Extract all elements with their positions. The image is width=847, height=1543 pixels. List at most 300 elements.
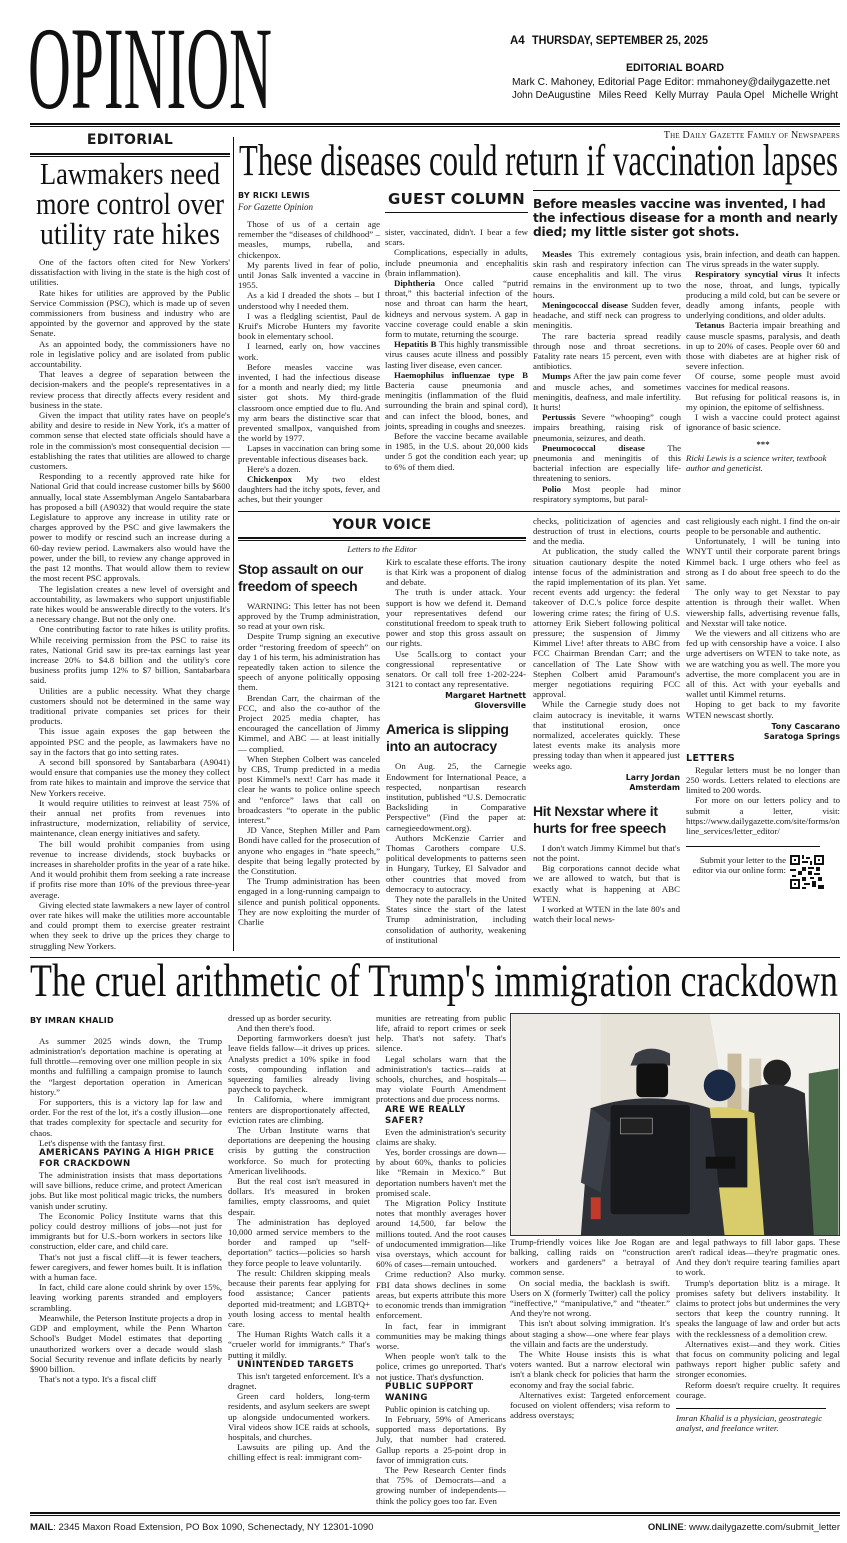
letter-signature [686,722,840,742]
paragraph-text: This issue again exposes the gap between the appointed PSC and the people, as lawmakers have no say in the factors that go into setting rates. [30,726,230,757]
paragraph [376,1269,506,1320]
paragraph [228,1013,370,1023]
paragraph-text: The administration has deployed 10,000 armed service members to the border and ramped up “self-deportation” tactics—policies so harsh they force people to leave voluntarily. [228,1216,370,1268]
subhead: PUBLIC SUPPORT WANING [385,1381,474,1403]
paragraph [238,362,380,444]
paragraph-text: Use 5calls.org to contact your congressional representative or senators. Or call toll free 1-202-224-3121 to contact any representative. [386,648,526,690]
paragraph [385,247,528,278]
footer-divider [30,1512,840,1516]
paragraph-text: Big corporations cannot decide what we are allowed to watch, but that is exactly what is happening at ABC WTEN. [533,863,680,904]
paragraph [30,288,230,339]
letter-title: Hit Nexstar where it hurts for free speech [533,802,666,836]
paragraph-text: It infects the nose, throat, and lungs, typically producing a mild cold, but can be severe or deadly among infants, people with underlying conditions, and older adults. [686,269,840,321]
paragraph [376,1404,506,1414]
paragraph [228,1176,370,1217]
paragraph-text: Bacteria impair breathing and cause muscle spasms, paralysis, and death in up to 20% of cases. People over 60 and those with diabetes are at higher risk of severe infection. [686,320,840,372]
paragraph-text: When people won't talk to the police, crimes go unreported. That's not justice. That's dysfunction. [376,1351,506,1382]
letter-signature [386,691,526,711]
immigration-column-2 [228,1013,370,1463]
qr-code-icon [790,855,824,889]
paragraph [376,1465,506,1506]
pull-quote-rule [533,190,840,191]
subhead: UNINTENDED TARGETS [237,1359,355,1370]
immigration-column-5 [676,1237,840,1400]
guest-column-2 [385,227,528,472]
guest-column-2-wrap [385,190,528,472]
paragraph [676,1339,840,1380]
paragraph [686,699,840,719]
signature-town: Gloversville [474,701,526,711]
editorial-body [30,257,230,951]
paragraph-text: The Migration Policy Institute notes that monthly averages hover around 14,500, far below the millions touted. And the root causes of undocumented immigration—like visa overstays, which account for 60% of cases—remain untouched. [376,1198,506,1270]
letters-column-4 [686,516,840,836]
guest-column-3 [533,249,681,504]
guest-column-label: GUEST COLUMN [387,190,526,208]
paragraph-text: Bacteria cause pneumonia and meningitis (inflammation of the fluid surrounding the brain and spinal cord), and can infect the blood, bones, and joints, spreading in coughs and sneezes. [385,380,528,431]
paragraph [228,1268,370,1329]
author-bio: Ricki Lewis is a science writer, textbook author and geneticist. [686,452,827,474]
paragraph-lead: Measles [542,249,572,259]
paragraph-text: Before measles vaccine was invented, I had the infectious disease for a month and nearly died; my little sister got shots. My third-grade classroom once emptied due to flu. And my arm bears the distinctive scar that prevented smallpox, vanquished from the world by 1977. [238,361,380,444]
paragraph [386,761,526,832]
paragraph [385,431,528,472]
paragraph-text: That's not just a fiscal cliff—it is fewer teachers, fewer caregivers, and fewer homes built. It is inflation with a human face. [30,1251,222,1283]
paragraph-text: I worked at WTEN in the late 80's and watch their local news- [533,903,680,925]
paragraph [533,331,681,372]
paragraph [30,1282,222,1313]
paragraph-text: They note the parallels in the United States since the start of the latest Trump administration, including consolidation of authority, weakening of institutional [386,893,526,945]
paragraph [30,1211,222,1252]
paragraph [238,601,380,632]
paragraph-text: Trump's deportation blitz is a mirage. It promises safety but delivers instability. It claims to protect jobs but undermines the very sectors that keep the country running. It speaks the language of law and order but acts with the recklessness of a demolition crew. [676,1277,840,1339]
paragraph-text: That leaves a degree of separation between the decision-makers and the people's representatives in a review process that directly affects every resident and business in the state. [30,369,230,410]
signature-town: Saratoga Springs [763,731,840,741]
paragraph [30,1170,222,1211]
letters-column-2 [386,557,526,945]
paragraph-text: My parents lived in fear of polio, until Jonas Salk invented a vaccine in 1955. [238,259,380,291]
paragraph [30,900,230,951]
paragraph [676,1380,840,1400]
signature-name: Margaret Hartnett [445,691,526,701]
guest-byline-sub: For Gazette Opinion [238,202,313,212]
paragraph-text: The only way to get Nexstar to pay attention is through their wallet. When viewership falls, advertising revenue falls, and Nexstar will take notice. [686,587,840,628]
footer-mail [30,1522,373,1533]
paragraph [676,1237,840,1278]
paragraph [30,410,230,471]
paragraph [238,754,380,825]
paragraph-text: The Economic Policy Institute warns that this policy could destroy millions of jobs—not just for immigrants but for U.S.-born workers in sectors like construction, elder care, and child care. [30,1210,222,1252]
paragraph-text: Here's a dozen. [247,463,301,474]
immigration-article [30,1013,840,1506]
paragraph [30,471,230,583]
page-header [28,0,840,134]
paragraph [228,1329,370,1360]
paragraph-text: Even the administration's security claims are shaky. [376,1126,506,1147]
letter-signature [533,773,680,793]
guest-label-rule [385,212,528,213]
paragraph [30,339,230,370]
letters-columns-1-2 [238,557,526,945]
paragraph-text: The rare bacteria spread readily through nose and throat secretions. Fatality rate nears 15 percent, even with antibiotics. [533,330,681,372]
paragraph [30,1313,222,1374]
paragraph-text: The truth is under attack. Your support is how we defend it. Demand your representatives defend our constitutional freedom to speak truth to power and stop this gross assault on our rights. [386,587,526,649]
paragraph-text: It would require utilities to reinvest at least 75% of their annual net profits from revenues into infrastructure, modernization, reliability of service, maintenance, clean energy initiatives and safety. [30,797,230,839]
signature-name: Larry Jordan [625,772,680,782]
section-subhead: LETTERS [686,752,736,764]
immigration-columns-4-5 [510,1237,840,1434]
paragraph [228,1217,370,1268]
paragraph-text: WARNING: This letter has not been approved by the Trump administration, so read at your own risk. [238,600,380,632]
paragraph [30,1374,222,1384]
paragraph-text: Unfortunately, I will be tuning into WNYT until their corporate parent brings Kimmel back. I urge others who feel as strong as I do about free speech to do the same. [686,536,840,587]
paragraph-text: The Trump administration has been engaged in a long-running campaign to silence and punish political opponents. They are now exploiting the murder of Charlie [238,876,380,927]
paragraph [686,795,840,836]
paragraph [533,863,680,904]
paragraph [533,249,681,300]
paragraph-lead: Polio [542,483,562,494]
paragraph-lead: Hepatitis B [394,339,437,350]
paragraph [533,300,681,331]
issue-date: THURSDAY, SEPTEMBER 25, 2025 [532,35,709,47]
paragraph-text: Once called “putrid throat,” this bacterial infection of the nose and throat can harm the heart, kidneys and nervous system. A gap in vaccine coverage could enable a skin form to mutate, returning the scourge. [385,278,528,340]
submit-letter-text: Submit your letter to the editor via our online form: [692,855,786,876]
guest-byline: BY RICKI LEWIS [238,191,311,200]
paragraph-text: Trump-friendly voices like Joe Rogan are balking, calling raids on “construction workers and gardeners” a betrayal of common sense. [510,1236,670,1278]
paragraph-text: JD Vance, Stephen Miller and Pam Bondi have called for the prosecution of anyone who engages in “hate speech,” despite that being legally protected by the Constitution. [238,825,380,876]
paragraph-text: Given the impact that utility rates have on people's ability and desire to reside in New York, it's a matter of common sense that elected state officials should have a role in the commission's most consequential decision — establishing the rates that utilities are allowed to charge customers. [30,410,230,472]
paragraph [238,311,380,342]
paragraph-text: The result: Children skipping meals because their parents fear applying for food assistance; Cancer patients deported mid-treatment; and LGBTQ+ youth losing access to mental health care. [228,1267,370,1329]
paragraph-lead: Pneumococcal disease [542,442,645,453]
immigration-column-3 [376,1013,506,1506]
qr-code[interactable] [790,855,824,889]
paragraph [533,546,680,699]
paragraph-text: Lapses in vaccination can bring some preventable infectious diseases back. [238,443,380,464]
paragraph [686,516,840,536]
paragraph-text: I don't watch Jimmy Kimmel but that's not the point. [533,842,680,863]
right-section [238,127,840,945]
paragraph-lead: Chickenpox [247,474,292,485]
section-title-graphic [26,3,276,134]
paragraph [533,904,680,924]
editorial-headline-line: utility rate hikes [40,216,220,251]
paragraph-text: Severe “whooping” cough impairs breathing, raising risk of pneumonia, seizures, and death. [533,412,681,443]
paragraph [30,369,230,410]
mail-address: : 2345 Maxon Road Extension, PO Box 1090, Schenectady, NY 12301-1090 [53,1521,374,1533]
paragraph-text: For more on our letters policy and to submit a letter, visit: https://www.dailygazette.com/site/forms/online_services/letter_editor/ [686,795,840,836]
signature-name: Tony Cascarano [771,721,840,731]
top-section [30,127,840,951]
paragraph-text: Regular letters must be no longer than 250 words. Letters related to elections are limited to 200 words. [686,764,840,796]
paragraph-text: The administration insists that mass deportations will save billions, reduce crime, and protect American jobs. But like most political magic tricks, the numbers vanish under scrutiny. [30,1170,222,1211]
subhead: ARE WE REALLY SAFER? [385,1104,466,1126]
paragraph-text: Sudden fever, headache, and stiff neck can progress to meningitis. [533,300,681,331]
paragraph-text: This extremely contagious skin rash and respiratory infection can cause encephalitis and kill. The virus remains in the environment up to two hours. [533,249,681,300]
paragraph-text: In California, where immigrant renters are disproportionately affected, eviction rates are climbing. [228,1094,370,1125]
paragraph-text: Crime reduction? Also murky. FBI data shows declines in some areas, but experts attribute this more to economic trends than immigration enforcement. [376,1269,506,1321]
paragraph-lead: Tetanus [695,320,725,331]
immigration-column-5-wrap [676,1237,840,1434]
paragraph [533,843,680,863]
paragraph-text: This isn't targeted enforcement. It's a dragnet. [228,1370,370,1391]
paragraph-text: Legal scholars warn that the administration's tactics—raids at schools, churches, and hospitals—may violate Fourth Amendment protections and due process norms. [376,1053,506,1105]
paragraph-lead: Diphtheria [394,278,436,289]
paragraph [510,1349,670,1390]
paragraph-lead: Respiratory syncytial virus [695,269,802,280]
paragraph [385,339,528,370]
subhead: AMERICANS PAYING A HIGH PRICE FOR CRACKDOWN [39,1148,215,1170]
guest-columns-3-4 [533,249,840,504]
paragraph [376,1054,506,1105]
paragraph [686,392,840,412]
paragraph [30,1097,222,1138]
signature-town: Amsterdam [629,782,680,792]
paragraph-text: In fact, child care alone could shrink by over 15%, leaving working parents stranded and employers scrambling. [30,1282,222,1313]
paragraph-text: Responding to a recently approved rate hike for National Grid that could increase customer bills by $600 annually, local state Assemblyman Angelo Santabarbara has proposed a bill (A9032) that would require the state Legislature to approve any increase in utility rate or charges approved by the PSC and give lawmakers the power to modify or rescind such an increase during a 60-day review period. Lawmakers also would have the power, under the bill, to review any change approved in the past 12 months. That would allow them to review the most recent PSC approvals. [30,471,230,584]
paragraph [386,894,526,945]
paragraph [533,484,681,504]
letters-section [238,516,840,945]
paragraph-text: dressed up as border security. [228,1012,332,1023]
paragraph [30,798,230,839]
paragraph-text: I wish a vaccine could protect against ignorance of basic science. [686,412,840,433]
paragraph [386,833,526,894]
paragraph [30,839,230,900]
paragraph-text: But the real cost isn't measured in dollars. It's measured in broken families, empty classrooms, and quiet despair. [228,1176,370,1217]
paragraph [533,371,681,412]
paragraph-text: Before the vaccine became available in 1985, in the U.S. about 20,000 kids under 5 got the condition each year; up to 6% of them died. [385,431,528,472]
paragraph [385,278,528,339]
immigration-headline: The cruel arithmetic of Trump's immigration crackdown [30,954,838,1007]
paragraph-lead: Mumps [542,371,571,382]
paragraph-text: Kirk to escalate these efforts. The irony is that Kirk was a proponent of dialog and debate. [386,556,526,588]
guest-column-3-4-wrap [533,190,840,504]
letter-title: America is slipping into an autocracy [386,721,509,755]
paragraph [686,628,840,699]
immigration-headline-graphic [30,954,840,1007]
paragraph [533,443,681,484]
paragraph-text: The Urban Institute warns that deportations are deepening the housing crisis by gutting the construction workforce. So much for protecting American livelihoods. [228,1125,370,1176]
paragraph [228,1391,370,1442]
online-url[interactable]: : www.dailygazette.com/submit_letter [683,1521,840,1533]
paragraph [510,1390,670,1421]
paragraph [686,587,840,628]
paragraph [238,443,380,463]
paragraph-text: Rate hikes for utilities are approved by the Public Service Commission (PSC), which is made up of seven commissioners from business and industry who are appointed by the governor and approved by the state Senate. [30,287,230,339]
paragraph-text: On Aug. 25, the Carnegie Endowment for International Peace, a respected, nonpartisan research institution, published “U.S. Democratic Backsliding in Comparative Perspective” (Find the paper at: carnegieedowment.org). [386,761,526,833]
paragraph [376,1198,506,1269]
paragraph [30,1252,222,1283]
paragraph [376,1414,506,1465]
paragraph [533,699,680,770]
news-photo [510,1013,840,1236]
paragraph-text: Green card holders, long-term residents, and asylum seekers are swept up alongside undocumented workers. Viral videos show ICE raids at schools, hospitals, and churches. [228,1391,370,1442]
editorial-board-members: John DeAugustine Miles Reed Kelly Murray Paula Opel Michelle Wright [512,89,839,101]
immigration-author-bio: Imran Khalid is a physician, geostrategic analyst, and freelance writer. [676,1413,823,1434]
paragraph [228,1442,370,1462]
paragraph-text: This highly transmissible virus causes acute illness and possibly lasting liver disease, even cancer. [385,339,529,370]
paragraph-text: and legal pathways to fill labor gaps. These aren't radical ideas—they're pragmatic ones. And they don't require tearing families apart to work. [676,1236,840,1278]
immigration-column-4 [510,1237,670,1421]
paragraph [228,1371,370,1391]
paragraph-text: Yes, border crossings are down—by about 60%, thanks to policies like “Remain in Mexico.” But deportation numbers haven't met the promised scale. [376,1147,506,1198]
paragraph-text: While the Carnegie study does not claim autocracy is inevitable, it warns that institutional erosion, once normalized, accelerates quickly. These latest events make its analysis more pressing today than when it appeared just weeks ago. [533,699,680,771]
paragraph [30,257,230,288]
paragraph [686,536,840,587]
paragraph [30,686,230,727]
paragraph [30,624,230,685]
section-divider [238,511,840,512]
paragraph-text: As a kid I dreaded the shots – but I understood why I needed them. [238,290,380,311]
paragraph [686,320,840,371]
footer-online [648,1522,840,1533]
paragraph-text: Giving elected state lawmakers a new layer of control over rate hikes will make the utilities more accountable and could prompt them to exercise greater restraint when they seek to drive up the prices they charge to struggling New Yorkers. [30,899,230,951]
paragraph-text: Despite Trump signing an executive order “restoring freedom of speech” on day 1 of his term, his administration has repeatedly taken action to silence the speech of anyone politically opposing them. [238,631,380,693]
paragraph-text: In fact, fear in immigrant communities may be making things worse. [376,1320,506,1351]
pull-quote: Before measles vaccine was invented, I had the infectious disease for a month and nearly died; my little sister got shots. [533,197,838,239]
paragraph [238,825,380,876]
paragraph-text: We the viewers and all citizens who are fed up with censorship have a voice. I also urge advertisers on WTEN to take note, as we are watching you as well. The more you advertise, the more complacent you are in all of this. Act with your eyeballs and wallet until Kimmel returns. [686,627,840,700]
paragraph [30,1036,222,1097]
editorial-board-title: EDITORIAL BOARD [626,62,725,74]
editorial [30,127,230,951]
submit-rule [686,846,820,847]
paragraph-text: checks, politicization of agencies and destruction of trust in elections, courts and the media. [533,515,680,547]
paragraph-text: One of the factors often cited for New Yorkers' dissatisfaction with living in the state is the high cost of utilities. [30,257,230,288]
paragraph [386,649,526,690]
immigration-byline: BY IMRAN KHALID [30,1015,114,1025]
paragraph [238,341,380,361]
bio-rule [676,1408,826,1409]
paragraph-text: Authors McKenzie Carrier and Thomas Carothers compare U.S. political developments to patterns seen in Hungary, Turkey, El Salvador and other countries that moved from democracy to autocracy. [386,832,526,894]
paragraph-text: The pneumonia and meningitis of this bacterial infection are especially life-threatening to seniors. [533,442,681,484]
paragraph-text: sister, vaccinated, didn't. I bear a few scars. [385,227,528,248]
paragraph [238,631,380,692]
paragraph-text: The Human Rights Watch calls it a “crueler world for immigrants.” That's putting it mildly. [228,1329,370,1360]
paragraph-text: That's not a typo. It's a fiscal cliff [39,1374,157,1385]
separator: *** [756,438,770,449]
paragraph [686,371,840,391]
guest-column-1-wrap [238,190,380,505]
paragraph-text: I learned, early on, how vaccines work. [238,341,380,362]
paragraph-text: Reform doesn't require cruelty. It requires courage. [676,1379,840,1400]
paragraph [376,1127,506,1147]
editorial-label: EDITORIAL [86,132,174,148]
paragraph-text: Lawsuits are piling up. And the chilling effect is real: immigrant com- [228,1442,370,1463]
paragraph [30,726,230,757]
immigration-column-1-wrap [30,1013,222,1385]
paragraph [686,765,840,796]
paragraph-text: As summer 2025 winds down, the Trump administration's deportation machine is operating at full throttle—removing over one million people in six months and fulfilling a campaign promise to launch the “largest deportation operation in American history.” [30,1035,222,1097]
paragraph-text: ysis, brain infection, and death can happen. The virus spreads in the water supply. [686,249,840,270]
paragraph-text: But refusing for political reasons is, in my opinion, the epitome of selfishness. [686,391,840,413]
paragraph-text: cast religiously each night. I find the on-air people to be personable and authentic. [686,515,840,536]
paragraph [228,1094,370,1125]
paragraph-text: Utilities are a public necessity. What they charge customers should not be determined in the same way traditional private companies set prices for their products. [30,685,230,727]
editorial-board-editor: Mark C. Mahoney, Editorial Page Editor: mmahoney@dailygazette.net [512,76,831,88]
paragraph-text: The bill would prohibit companies from using revenue to increase dividends, stock buybacks or increases in shareholder profits in the year of a rate hike. And it would prohibit them from seeking a rate increase if profits rise more than 10% of the previous three-year average. [30,838,230,900]
paragraph-text: One contributing factor to rate hikes is utility profits. While receiving permission from the PSC to raise its rates, National Grid saw its pre-tax earnings last year increase 20% to $4.8 billion and the utility's core business profits jump 12% to $7 billion, Santabarbara said. [30,624,230,686]
paragraph [376,1321,506,1352]
paragraph [30,1138,222,1148]
paragraph [228,1023,370,1033]
paragraph-text: A second bill sponsored by Santabarbara (A9041) would ensure that companies use the money they collect from rate hikes to maintain and improve the service that New Yorkers receive. [30,756,230,798]
paragraph [385,227,528,247]
editorial-headline-line: more control over [36,186,225,221]
paragraph-lead: Haemophilus influenzae type B [394,369,528,380]
footer [30,1522,840,1533]
your-voice-divider [238,537,526,541]
newspaper-family-name: The Daily Gazette Family of Newspapers [663,130,840,141]
paragraph-text: This isn't about solving immigration. It's about staging a show—one where fear plays the villain and facts are the understudy. [510,1318,670,1349]
letters-column-3 [533,516,680,925]
submit-box [686,855,840,889]
editorial-headline-line: Lawmakers need [40,156,221,191]
paragraph-text: After the jaw pain come fever and muscle aches, and sometimes meningitis, deafness, and male infertility. It hurts! [533,371,681,413]
paragraph-text: I was a fledgling scientist, Paul de Kruif's Microbe Hunters my favorite book in elementary school. [238,310,380,342]
letter-title: Stop assault on our freedom of speech [238,560,363,594]
paragraph-text: As an appointed body, the commissioners have no role in legislative policy and are isolated from public accountability. [30,338,230,370]
paragraph-text: Alternatives exist: Targeted enforcement focused on violent offenders; visa reform to address overstays; [510,1389,670,1421]
paragraph-text: In February, 59% of Americans supported mass deportations. By July, that number had cratered. Gallup reports a 25-point drop in favor of immigration cuts. [376,1413,506,1465]
guest-headline: These diseases could return if vaccination lapses [239,136,838,185]
guest-column [238,190,840,505]
paragraph-text: At publication, the study called the situation cautionary despite the noted intense focus of the administration and the rapid implementation of its plan. Yet recent events add urgency: the federal takeover of D.C.'s police force despite lowering crime rates; the firing of U.S. attorney Erik Siebert following political pressure; the suspension of Jimmy Kimmel Live! after threats to ABC from FCC Chairman Brendan Carr; and the cancellation of The Late Show with Stephen Colbert amid Paramount's merger negotiations requiring FCC approval. [533,546,680,700]
paragraph [386,557,526,588]
page-number: A4 [510,35,525,47]
section-title: OPINION [28,3,272,134]
paragraph-text: Complications, especially in adults, include pneumonia and encephalitis (brain inflammation). [385,247,528,278]
paragraph [238,876,380,927]
paragraph [376,1351,506,1382]
paragraph [376,1147,506,1198]
paragraph [238,464,380,474]
paragraph-text: Public opinion is catching up. [385,1403,490,1414]
paragraph [510,1237,670,1278]
paragraph-text: Deporting farmworkers doesn't just leave fields fallow—it drives up prices. Analysts predict a 10% spike in food costs, compounding inflation and squeezing families already living paycheck to paycheck. [228,1033,370,1095]
paragraph-text: Those of us of a certain age remember the “diseases of childhood” – measles, mumps, rubella, and chickenpox. [238,219,380,260]
paragraph-text: Let's dispense with the fantasy first. [39,1137,166,1148]
immigration-column-1 [30,1036,222,1385]
paragraph [238,260,380,291]
paragraph-text: My two eldest daughters had the itchy spots, fever, and aches, but their younger [238,474,380,505]
paragraph [676,1278,840,1339]
paragraph [686,269,840,320]
immigration-right-wrap [510,1013,840,1434]
paragraph [510,1278,670,1319]
guest-column-1 [238,219,380,505]
paragraph [30,757,230,798]
paragraph [533,412,681,443]
paragraph [533,516,680,547]
paragraph-text: Hoping to get back to my favorite WTEN newscast shortly. [686,699,840,720]
paragraph [686,249,840,269]
paragraph-text: For supporters, this is a victory lap for law and order. For the rest of the lot, it's a costly illusion—one that trades complexity for spectacle and security for chaos. [30,1097,222,1138]
paragraph-text: The Pew Research Center finds that 75% of Democrats—and a growing number of independents—think the policy goes too far. Even [376,1464,506,1506]
paragraph [376,1013,506,1054]
column-divider [233,137,234,951]
paragraph-text: Alternatives exist—and they work. Cities that focus on community policing and legal pathways report higher public safety and stronger economies. [676,1338,840,1380]
mail-label: MAIL [30,1521,54,1533]
letters-columns-1-2-wrap [238,516,526,945]
paragraph-text: When Stephen Colbert was canceled by CBS, Trump predicted in a media post Kimmel's next! Carr has made it clear he wants to police online speech and “enforce” laws that call on broadcasters “to operate in the public interest.” [238,753,380,825]
paragraph-text: Brendan Carr, the chairman of the FCC, and also the co-author of the Project 2025 media chapter, has encouraged the cancellation of Jimmy Kimmel, and ABC — at least initially — complied. [238,692,380,754]
paragraph [228,1033,370,1094]
paragraph-text: The legislation creates a new level of oversight and accountability, as lawmakers who support unjustifiable rate hikes would be answerable directly to the voters. It's a necessary change. But not the only one. [30,583,230,625]
guest-headline-graphic [238,136,840,185]
paragraph-text: The White House insists this is what voters wanted. But a narrow electoral win isn't a blank check for policies that harm the economy and fray the social fabric. [510,1349,670,1390]
letters-sublabel: Letters to the Editor [347,543,417,554]
